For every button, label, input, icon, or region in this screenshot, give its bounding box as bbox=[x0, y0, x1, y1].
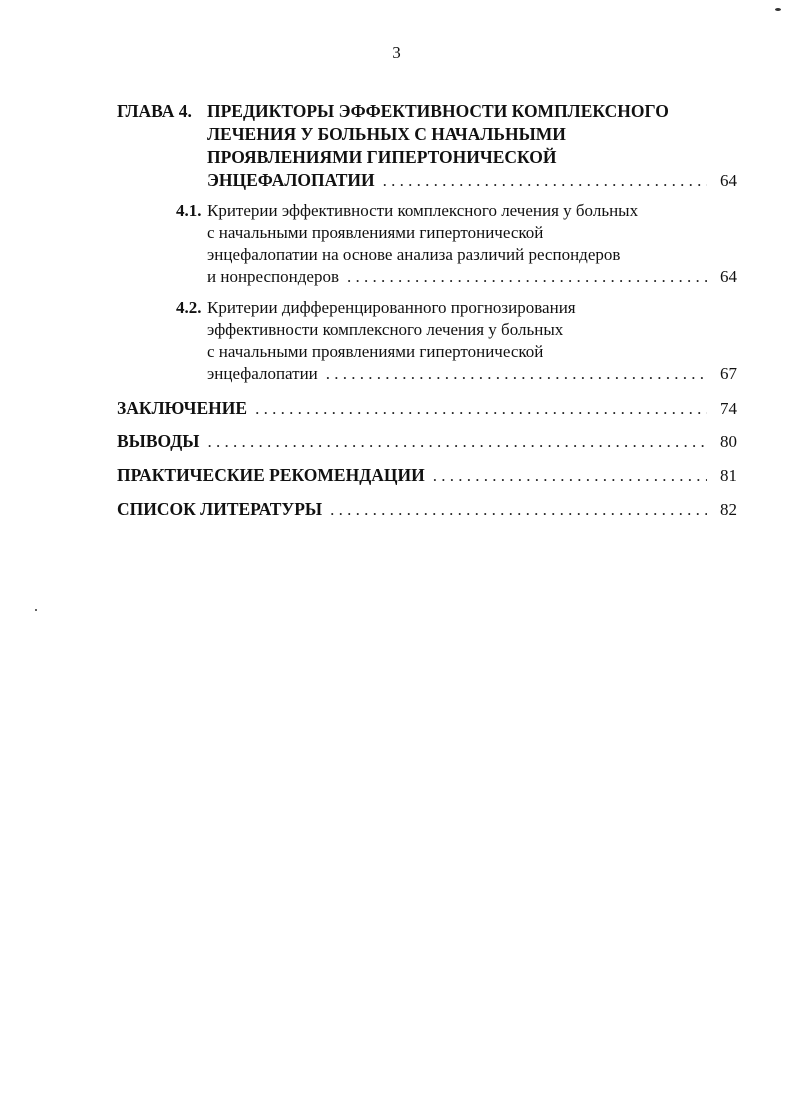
dot-leader bbox=[330, 499, 707, 521]
chapter-title-last-line bbox=[207, 169, 737, 192]
section-title-last-line bbox=[207, 266, 737, 288]
chapter-title-line: ПРЕДИКТОРЫ ЭФФЕКТИВНОСТИ КОМПЛЕКСНОГО bbox=[207, 101, 669, 121]
page-number: 3 bbox=[392, 43, 401, 62]
scan-speck bbox=[35, 609, 37, 611]
dot-leader bbox=[326, 363, 707, 385]
toc-entry-recommendations bbox=[117, 464, 737, 487]
section-title-last-line bbox=[207, 363, 737, 385]
toc-entry-references bbox=[117, 498, 737, 521]
section-title-line: Критерии дифференцированного прогнозирования bbox=[207, 298, 576, 317]
section-number: 4.1. bbox=[176, 201, 202, 220]
toc-entry-findings bbox=[117, 430, 737, 453]
entry-title: СПИСОК ЛИТЕРАТУРЫ bbox=[117, 499, 323, 519]
chapter-title-line: ПРОЯВЛЕНИЯМИ ГИПЕРТОНИЧЕСКОЙ bbox=[207, 147, 557, 167]
scan-speck bbox=[775, 8, 781, 11]
toc-entry-conclusion bbox=[117, 397, 737, 420]
page-ref: 64 bbox=[720, 267, 737, 286]
section-title-line: и нонреспондеров bbox=[207, 267, 339, 286]
chapter-title-line: ЭНЦЕФАЛОПАТИИ bbox=[207, 170, 375, 190]
section-title-line: с начальными проявлениями гипертонической bbox=[207, 223, 544, 242]
dot-leader bbox=[255, 398, 707, 420]
section-title-line: энцефалопатии на основе анализа различий респондеров bbox=[207, 245, 621, 264]
page-ref: 74 bbox=[720, 399, 737, 418]
dot-leader bbox=[433, 465, 707, 487]
section-number: 4.2. bbox=[176, 298, 202, 317]
entry-title: ПРАКТИЧЕСКИЕ РЕКОМЕНДАЦИИ bbox=[117, 465, 425, 485]
section-title-line: с начальными проявлениями гипертонической bbox=[207, 342, 544, 361]
dot-leader bbox=[347, 266, 707, 288]
dot-leader bbox=[208, 431, 708, 453]
page-ref: 82 bbox=[720, 500, 737, 519]
section-title-line: энцефалопатии bbox=[207, 364, 318, 383]
page-ref: 81 bbox=[720, 466, 737, 485]
chapter-title-line: ЛЕЧЕНИЯ У БОЛЬНЫХ С НАЧАЛЬНЫМИ bbox=[207, 124, 566, 144]
section-title-line: Критерии эффективности комплексного лечения у больных bbox=[207, 201, 639, 220]
chapter-label: ГЛАВА 4. bbox=[117, 101, 192, 121]
entry-title: ЗАКЛЮЧЕНИЕ bbox=[117, 398, 248, 418]
dot-leader bbox=[383, 170, 707, 192]
page-ref: 67 bbox=[720, 364, 737, 383]
page-ref: 80 bbox=[720, 432, 737, 451]
page-ref: 64 bbox=[720, 171, 737, 190]
entry-title: ВЫВОДЫ bbox=[117, 431, 200, 451]
section-title-line: эффективности комплексного лечения у больных bbox=[207, 320, 564, 339]
